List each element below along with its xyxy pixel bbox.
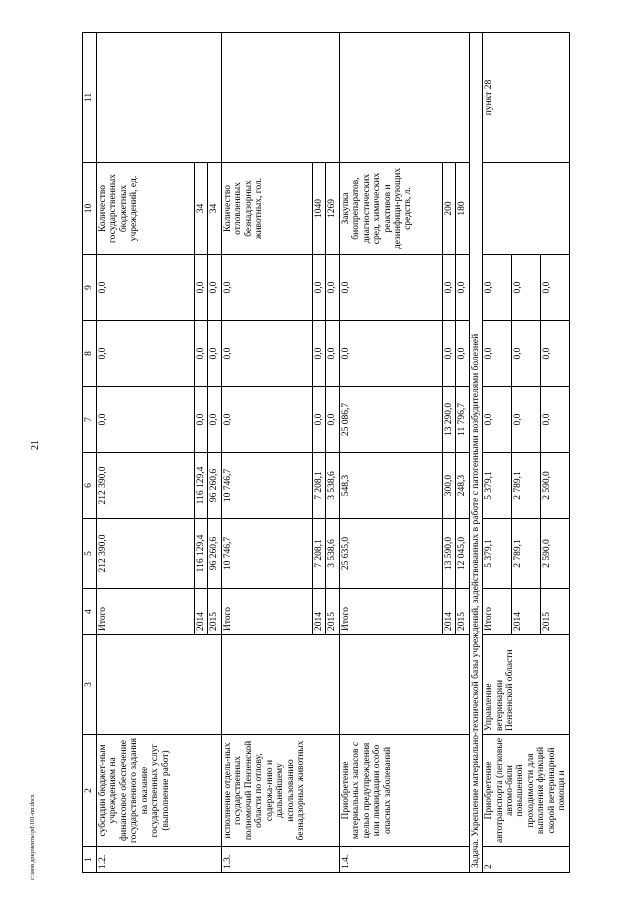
total-cell: 3 538,6 [326,519,339,589]
item-executor [339,635,469,735]
total-cell: 12 045,0 [456,519,469,589]
other-cell: 0,0 [326,255,339,321]
total-cell: 10 746,7 [221,519,312,589]
reg-cell: 0,0 [195,387,208,453]
indicator-name: Закупка биопрепаратов, диагностических сред, химических реактивов и дезинфици-рующих средств, л. [339,163,442,255]
total-cell: 7 208,1 [312,519,325,589]
total-cell: 13 590,0 [442,519,455,589]
local-cell: 0,0 [483,321,512,387]
col-header: 6 [83,453,97,519]
note-cell: пункт 28 [483,33,570,163]
reg-cell: 11 796,7 [456,387,469,453]
item-executor [221,635,339,735]
year-cell: 2015 [456,589,469,635]
local-cell: 0,0 [540,321,569,387]
item-number: 2 [483,847,570,873]
fed-cell: 3 538,6 [326,453,339,519]
item-description: Приобретение материальных запасов с целью предупреждения или ликвидации особо опасных заболеваний [339,735,469,847]
total-cell: 5 379,1 [483,519,512,589]
fed-cell: 300,0 [442,453,455,519]
reg-cell: 0,0 [540,387,569,453]
fed-cell: 212 390,0 [97,453,195,519]
reg-cell: 0,0 [483,387,512,453]
indicator-value: 34 [208,163,221,255]
other-cell: 0,0 [195,255,208,321]
reg-cell: 13 290,0 [442,387,455,453]
table-row [339,33,442,873]
reg-cell: 0,0 [221,387,312,453]
year-cell: 2014 [442,589,455,635]
fed-cell: 248,3 [456,453,469,519]
indicator-value: 1040 [312,163,325,255]
total-cell: 116 129,4 [195,519,208,589]
item-description: исполнение отдель-ных государственных полномочий Пензенской области по отлову, содержа-нию и дальнейшему использованию безнадзорных животных [221,735,339,847]
local-cell: 0,0 [312,321,325,387]
fed-cell: 2 590,0 [540,453,569,519]
col-header: 9 [83,255,97,321]
table-row [221,33,312,873]
indicator-name: Количество государственных бюджетных учреждений, ед. [97,163,195,255]
local-cell: 0,0 [221,321,312,387]
year-cell: 2015 [326,589,339,635]
local-cell: 0,0 [339,321,442,387]
total-cell: 25 635,0 [339,519,442,589]
col-header: 5 [83,519,97,589]
note-cell [221,33,339,163]
other-cell: 0,0 [540,255,569,321]
year-cell: 2015 [208,589,221,635]
other-cell: 0,0 [511,255,540,321]
footer-path: c:\мои документы\pd\101-пп.docx [30,794,36,880]
year-cell: 2014 [312,589,325,635]
page-number: 21 [30,440,41,450]
year-cell: 2014 [195,589,208,635]
fed-cell: 7 208,1 [312,453,325,519]
col-header: 3 [83,635,97,735]
task-title: Задача. Укрепление материально-технической базы учреждений, задействованных в работе с патогенными возбудителями болезней [469,33,482,873]
note-cell [97,33,222,163]
other-cell: 0,0 [442,255,455,321]
other-cell: 0,0 [221,255,312,321]
year-cell: Итого [483,589,512,635]
program-table-sheet [82,33,568,873]
total-cell: 96 260,6 [208,519,221,589]
other-cell: 0,0 [483,255,512,321]
table-row [97,33,195,873]
col-header: 2 [83,735,97,847]
reg-cell: 0,0 [326,387,339,453]
reg-cell: 0,0 [511,387,540,453]
other-cell: 0,0 [208,255,221,321]
table-row [483,33,512,873]
item-number: 1.4. [339,847,469,873]
local-cell: 0,0 [97,321,195,387]
other-cell: 0,0 [312,255,325,321]
indicator-value: 200 [442,163,455,255]
indicator-name [483,163,570,255]
task-row [469,33,482,873]
col-header: 7 [83,387,97,453]
total-cell: 212 390,0 [97,519,195,589]
total-cell: 2 590,0 [540,519,569,589]
year-cell: 2014 [511,589,540,635]
col-header: 4 [83,589,97,635]
fed-cell: 5 379,1 [483,453,512,519]
reg-cell: 0,0 [208,387,221,453]
year-cell: Итого [221,589,312,635]
local-cell: 0,0 [511,321,540,387]
year-cell: 2015 [540,589,569,635]
item-executor [97,635,222,735]
local-cell: 0,0 [208,321,221,387]
col-header: 11 [83,33,97,163]
reg-cell: 0,0 [97,387,195,453]
indicator-value: 34 [195,163,208,255]
item-number: 1.3. [221,847,339,873]
year-cell: Итого [339,589,442,635]
indicator-name: Количество отловленных безнадзорных животных, гол. [221,163,312,255]
local-cell: 0,0 [456,321,469,387]
local-cell: 0,0 [326,321,339,387]
item-executor: Управление ветеринарии Пензенской области [483,635,570,735]
local-cell: 0,0 [195,321,208,387]
other-cell: 0,0 [456,255,469,321]
reg-cell: 25 086,7 [339,387,442,453]
item-description: субсидии бюджет-ным учреждениям на финансовое обеспечение государственного задания на оказание государственных услуг (выполнение работ) [97,735,222,847]
item-description: Приобретение автотранспорта (легковые автомо-били повышенной проходимости для выполнения функций скорой ветеринарной помощи и [483,735,570,847]
col-header: 1 [83,847,97,873]
indicator-value: 180 [456,163,469,255]
fed-cell: 10 746,7 [221,453,312,519]
header-row [83,33,97,873]
reg-cell: 0,0 [312,387,325,453]
other-cell: 0,0 [339,255,442,321]
local-cell: 0,0 [442,321,455,387]
fed-cell: 548,3 [339,453,442,519]
col-header: 10 [83,163,97,255]
fed-cell: 116 129,4 [195,453,208,519]
fed-cell: 2 789,1 [511,453,540,519]
year-cell: Итого [97,589,195,635]
program-table [82,32,570,873]
item-number: 1.2. [97,847,222,873]
col-header: 8 [83,321,97,387]
fed-cell: 96 260,6 [208,453,221,519]
indicator-value: 1269 [326,163,339,255]
total-cell: 2 789,1 [511,519,540,589]
note-cell [339,33,469,163]
other-cell: 0,0 [97,255,195,321]
